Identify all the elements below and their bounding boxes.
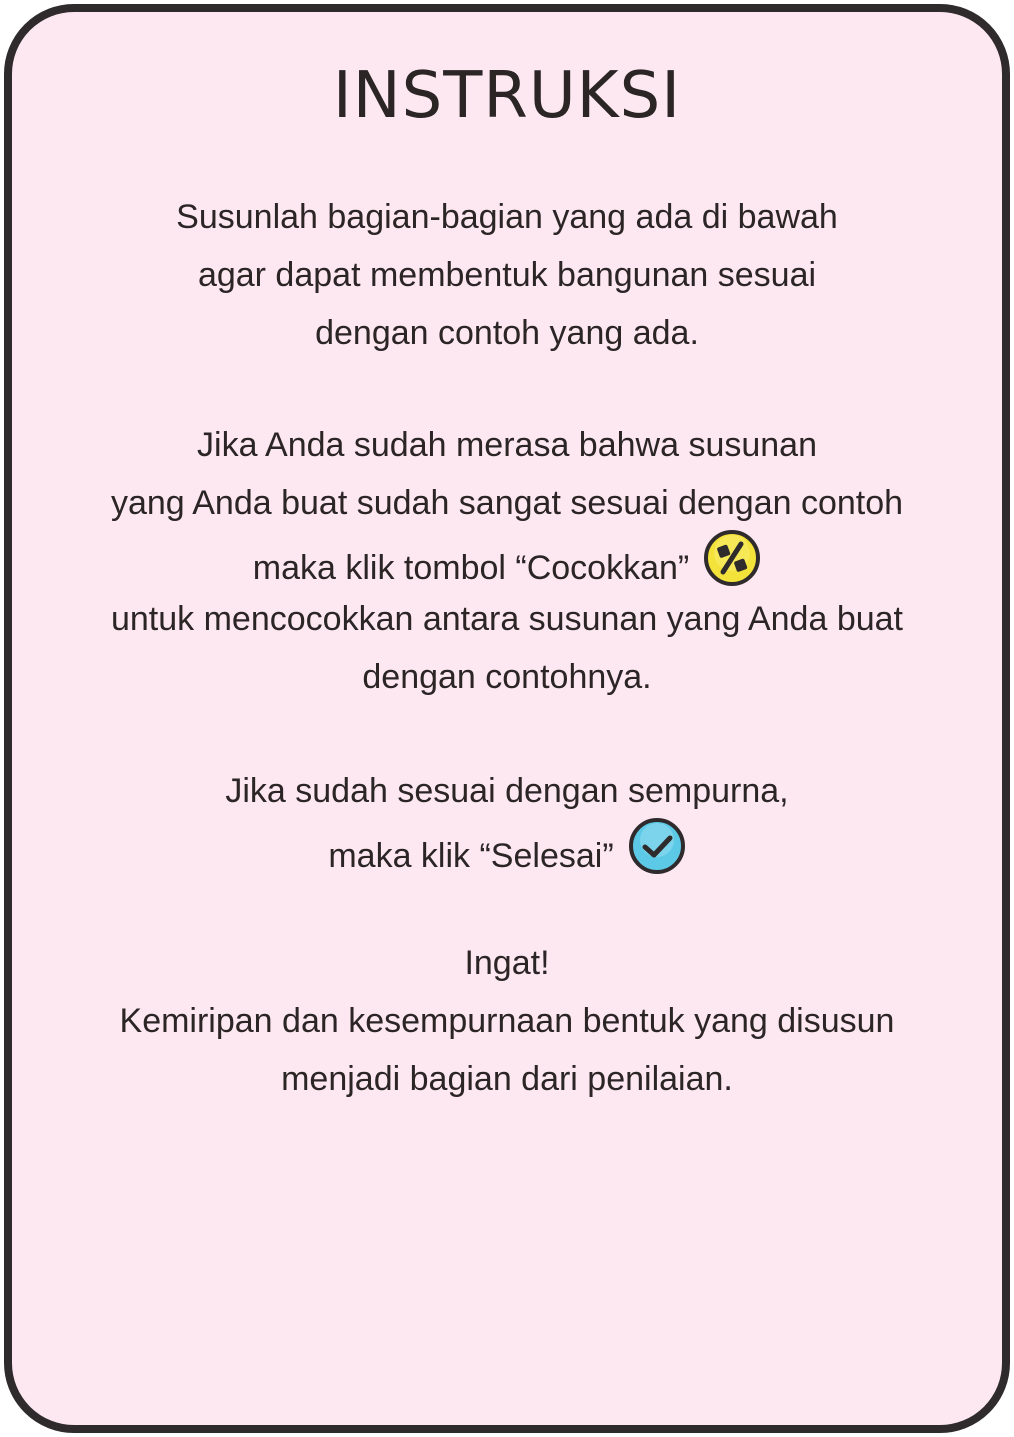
paragraph2-line2: yang Anda buat sudah sangat sesuai dengan contoh (110, 484, 904, 522)
cocokkan-instruction-text: maka klik tombol “Cocokkan” (252, 548, 690, 587)
selesai-instruction-text: maka klik “Selesai” (328, 836, 614, 875)
page-title: INSTRUKSI (332, 59, 682, 133)
check-badge-icon (628, 817, 686, 893)
percent-badge-icon (703, 529, 761, 605)
paragraph4-line3: menjadi bagian dari penilaian. (281, 1060, 733, 1098)
paragraph1-line1: Susunlah bagian-bagian yang ada di bawah (176, 198, 838, 236)
paragraph4-line1: Ingat! (464, 944, 550, 982)
instruction-text (32, 188, 982, 1108)
paragraph2-line3 (32, 532, 982, 590)
paragraph1-line3: dengan contoh yang ada. (315, 314, 699, 352)
paragraph3-line1: Jika sudah sesuai dengan sempurna, (225, 772, 789, 810)
paragraph2-line1: Jika Anda sudah merasa bahwa susunan (197, 426, 817, 464)
instruction-card (4, 4, 1010, 1433)
paragraph2-line5: dengan contohnya. (362, 658, 652, 696)
paragraph4-line2: Kemiripan dan kesempurnaan bentuk yang disusun (119, 1002, 895, 1040)
paragraph1-line2: agar dapat membentuk bangunan sesuai (197, 256, 817, 294)
paragraph2-line4: untuk mencocokkan antara susunan yang Anda buat (110, 600, 903, 638)
paragraph3-line2 (32, 820, 982, 878)
